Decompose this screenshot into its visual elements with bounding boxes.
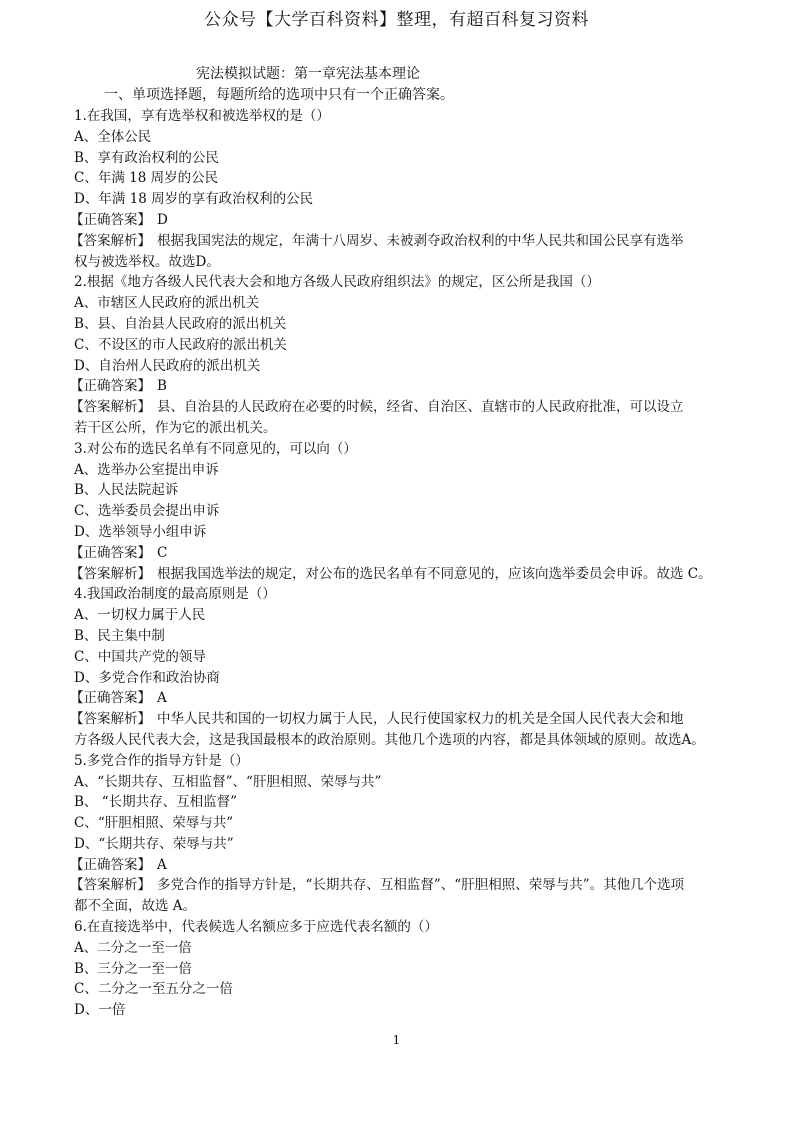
document-title: 宪法模拟试题：第一章宪法基本理论	[196, 66, 420, 82]
correct-answer-value: D	[157, 211, 168, 228]
answer-option: C、“肝胆相照、荣辱与共”	[74, 815, 234, 832]
explanation-label: 【答案解析】	[70, 711, 151, 728]
answer-option: B、人民法院起诉	[74, 482, 179, 499]
explanation-text: 根据我国选举法的规定，对公布的选民名单有不同意见的，应该向选举委员会申诉。故选 C。	[157, 565, 712, 582]
explanation-label: 【答案解析】	[70, 399, 151, 416]
answer-option: A、“长期共存、互相监督”、“肝胆相照、荣辱与共”	[74, 773, 382, 790]
correct-answer-label: 【正确答案】	[70, 544, 151, 561]
explanation-text: 权与被选举权。故选D。	[74, 253, 220, 270]
correct-answer-value: A	[157, 856, 167, 873]
answer-option: B、享有政治权利的公民	[74, 149, 219, 166]
correct-answer-line	[70, 543, 754, 564]
answer-option-row	[74, 189, 754, 210]
answer-option: A、市辖区人民政府的派出机关	[74, 295, 260, 312]
correct-answer-line	[70, 376, 754, 397]
answer-option-row	[74, 647, 754, 668]
answer-option: D、多党合作和政治协商	[74, 669, 220, 686]
answer-option-row	[74, 979, 754, 1000]
watermark-banner: 公众号【大学百科资料】整理，有超百科复习资料	[204, 10, 589, 30]
explanation-line	[74, 896, 754, 917]
explanation-text: 若干区公所，作为它的派出机关。	[74, 419, 277, 436]
explanation-text: 多党合作的指导方针是，“长期共存、互相监督”、“肝胆相照、荣辱与共”。其他几个选项	[157, 877, 685, 894]
question-stem: 3.对公布的选民名单有不同意见的，可以向（）	[74, 440, 357, 457]
answer-option-row	[74, 335, 754, 356]
answer-option-row	[74, 959, 754, 980]
correct-answer-label: 【正确答案】	[70, 211, 151, 228]
answer-option: B、 “长期共存、互相监督”	[74, 794, 238, 811]
explanation-line	[70, 397, 754, 418]
question-stem: 1.在我国，享有选举权和被选举权的是（）	[74, 108, 330, 124]
answer-option-row	[74, 127, 754, 148]
answer-option: C、二分之一至五分之一倍	[74, 981, 233, 998]
explanation-line	[70, 709, 754, 730]
answer-option: C、不设区的市人民政府的派出机关	[74, 336, 287, 353]
question-block	[70, 439, 754, 585]
explanation-line	[74, 418, 754, 439]
answer-option: B、三分之一至一倍	[74, 960, 192, 977]
question-stem: 5.多党合作的指导方针是（）	[74, 752, 249, 769]
correct-answer-line	[70, 688, 754, 709]
page-number: 1	[392, 1033, 401, 1047]
answer-option-row	[74, 605, 754, 626]
explanation-line	[70, 231, 754, 252]
explanation-text: 方各级人民代表大会，这是我国最根本的政治原则。其他几个选项的内容，都是具体领域的原则。故选A。	[74, 731, 705, 748]
explanation-label: 【答案解析】	[70, 232, 151, 249]
question-stem-row	[74, 272, 754, 293]
answer-option: C、年满 18 周岁的公民	[74, 170, 219, 187]
answer-option-row	[74, 168, 754, 189]
explanation-text: 县、自治县的人民政府在必要的时候，经省、自治区、直辖市的人民政府批准，可以设立	[157, 399, 684, 416]
explanation-line	[70, 875, 754, 896]
correct-answer-line	[70, 210, 754, 231]
section-heading: 一、单项选择题，每题所给的选项中只有一个正确答案。	[104, 87, 454, 103]
answer-option-row	[74, 148, 754, 169]
question-stem-row	[74, 751, 754, 772]
explanation-label: 【答案解析】	[70, 565, 151, 582]
answer-option: A、一切权力属于人民	[74, 607, 206, 624]
answer-option: A、二分之一至一倍	[74, 939, 192, 956]
correct-answer-value: B	[157, 378, 167, 395]
question-stem: 2.根据《地方各级人民代表大会和地方各级人民政府组织法》的规定，区公所是我国（）	[74, 274, 600, 291]
question-block	[70, 584, 754, 750]
answer-option: B、县、自治县人民政府的派出机关	[74, 315, 287, 332]
answer-option-row	[74, 668, 754, 689]
correct-answer-label: 【正确答案】	[70, 690, 151, 707]
correct-answer-value: A	[157, 690, 167, 707]
question-stem-row	[74, 106, 754, 127]
answer-option-row	[74, 460, 754, 481]
answer-option: D、年满 18 周岁的享有政治权利的公民	[74, 191, 314, 208]
explanation-text: 都不全面，故选 A。	[74, 898, 197, 915]
answer-option-row	[74, 501, 754, 522]
answer-option-row	[74, 522, 754, 543]
answer-option-row	[74, 938, 754, 959]
question-stem-row	[74, 584, 754, 605]
question-list	[70, 106, 754, 1021]
answer-option: A、全体公民	[74, 128, 152, 145]
answer-option-row	[74, 480, 754, 501]
answer-option-row	[74, 356, 754, 377]
question-block	[74, 917, 754, 1021]
answer-option-row	[74, 626, 754, 647]
explanation-text: 中华人民共和国的一切权力属于人民，人民行使国家权力的机关是全国人民代表大会和地	[157, 711, 684, 728]
question-block	[70, 751, 754, 917]
answer-option: D、自治州人民政府的派出机关	[74, 357, 261, 374]
correct-answer-label: 【正确答案】	[70, 856, 151, 873]
question-stem: 4.我国政治制度的最高原则是（）	[74, 586, 276, 603]
answer-option: A、选举办公室提出申诉	[74, 461, 219, 478]
answer-option-row	[74, 1000, 754, 1021]
answer-option-row	[74, 772, 754, 793]
explanation-label: 【答案解析】	[70, 877, 151, 894]
answer-option: B、民主集中制	[74, 627, 165, 644]
explanation-line	[70, 564, 754, 585]
explanation-line	[74, 252, 754, 273]
correct-answer-label: 【正确答案】	[70, 378, 151, 395]
answer-option: C、中国共产党的领导	[74, 648, 206, 665]
answer-option-row	[74, 314, 754, 335]
answer-option: D、一倍	[74, 1002, 126, 1019]
answer-option-row	[74, 813, 754, 834]
question-stem-row	[74, 917, 754, 938]
explanation-text: 根据我国宪法的规定，年满十八周岁、未被剥夺政治权利的中华人民共和国公民享有选举	[157, 232, 684, 249]
correct-answer-line	[70, 855, 754, 876]
answer-option-row	[74, 834, 754, 855]
explanation-line	[74, 730, 754, 751]
correct-answer-value: C	[157, 544, 168, 561]
question-stem: 6.在直接选举中，代表候选人名额应多于应选代表名额的（）	[74, 919, 438, 936]
question-block	[70, 272, 754, 438]
question-block	[70, 106, 754, 272]
question-stem-row	[74, 439, 754, 460]
answer-option: D、“长期共存、荣辱与共”	[74, 835, 234, 852]
answer-option: C、选举委员会提出申诉	[74, 503, 220, 520]
answer-option-row	[74, 293, 754, 314]
answer-option-row	[74, 792, 754, 813]
answer-option: D、选举领导小组申诉	[74, 523, 207, 540]
